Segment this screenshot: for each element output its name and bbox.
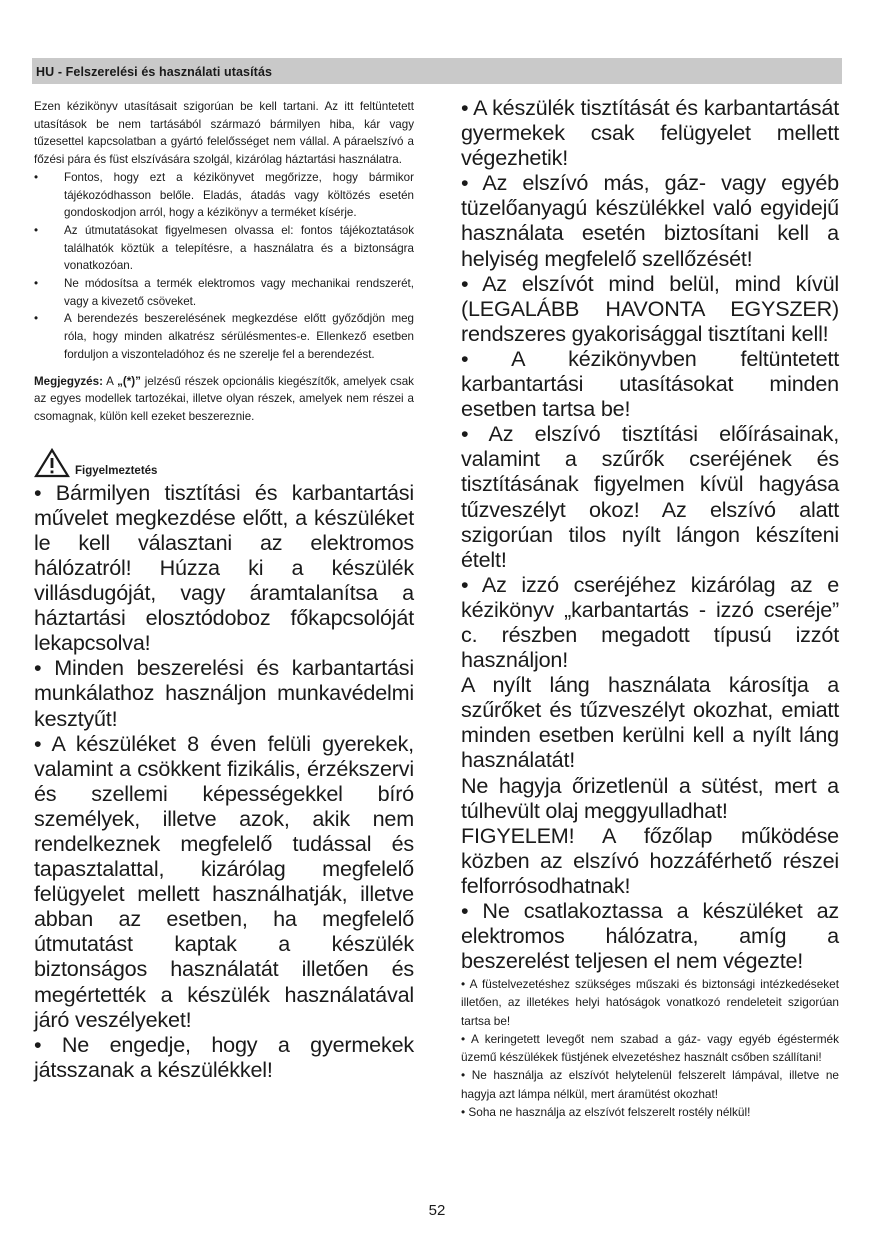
list-item-text: Ne módosítsa a termék elektromos vagy mechanikai rendszerét, vagy a kivezető csöveket. bbox=[64, 277, 414, 308]
list-item bbox=[34, 169, 414, 222]
page-number: 52 bbox=[428, 1202, 446, 1219]
bullet-dot: • bbox=[34, 223, 39, 237]
warning-paragraph: FIGYELEM! A főzőlap működése közben az elszívó hozzáférhető részei felforrósodhatnak! bbox=[461, 822, 839, 898]
right-small-text-block bbox=[461, 975, 839, 1121]
warning-paragraph: • Az elszívót mind belül, mind kívül (LEGALÁBB HAVONTA EGYSZER) rendszeres gyakorisággal tisztítani kell! bbox=[461, 270, 839, 346]
section-header-bar bbox=[32, 58, 842, 84]
warning-paragraph: A nyílt láng használata károsítja a szűrőket és tűzveszélyt okozhat, emiatt minden esetben kerülni kell a nyílt láng használatát! bbox=[461, 672, 839, 773]
warning-paragraph: • Az elszívó más, gáz- vagy egyéb tüzelőanyagú készülékkel való egyidejű használata esetén biztosítani kell a helyiség megfelelő szellőzését! bbox=[461, 170, 839, 271]
warning-triangle-icon bbox=[34, 448, 70, 478]
warning-paragraph: Ne hagyja őrizetlenül a sütést, mert a túlhevült olaj meggyulladhat! bbox=[461, 772, 839, 823]
intro-text: Ezen kézikönyv utasításait szigorúan be kell tartani. Az itt feltüntetett utasítások be nem tartásából származó bármilyen hiba, kár vagy tűzesettel kapcsolatban a gyártó felelősséget nem vállal. A páraelszívó a főzési pára és füst elszívására szolgál, kizárólag háztartási használatra. bbox=[34, 100, 414, 167]
section-title: HU - Felszerelési és használati utasítás bbox=[36, 65, 273, 79]
warning-text-block bbox=[34, 480, 414, 1082]
note-prefix: A bbox=[106, 374, 114, 388]
note-label: Megjegyzés: bbox=[34, 374, 103, 388]
small-paragraph: • A füstelvezetéshez szükséges műszaki és biztonsági intézkedéseket illetően, az illetékes helyi hatóságok vonatkozó rendeleteit szigorúan tartsa be! bbox=[461, 977, 839, 1028]
list-item-text: Fontos, hogy ezt a kézikönyvet megőrizze, hogy bármikor tájékozódhasson belőle. Eladás, átadás vagy költözés esetén gondoskodjon arról, hogy a kézikönyv a terméket kísérje. bbox=[64, 170, 414, 220]
right-column bbox=[461, 95, 839, 1121]
small-paragraph: • A keringetett levegőt nem szabad a gáz- vagy egyéb égéstermék üzemű készülékek füstjének elvezetéshez használt csőben szállítani! bbox=[461, 1031, 839, 1065]
warning-paragraph: • Minden beszerelési és karbantartási munkálathoz használjon munkavédelmi kesztyűt! bbox=[34, 655, 414, 731]
warning-paragraph: • Az elszívó tisztítási előírásainak, valamint a szűrők cseréjének és tisztításának figyelmen kívül hagyása tűzveszélyt okoz! Az elszívó alatt szigorúan tilos nyílt lángon készíteni ételt! bbox=[461, 421, 839, 572]
warning-paragraph: • Ne engedje, hogy a gyermekek játsszanak a készülékkel! bbox=[34, 1031, 414, 1082]
warning-paragraph: • A kézikönyvben feltüntetett karbantartási utasításokat minden esetben tartsa be! bbox=[461, 345, 839, 422]
note-marker: „(*)” bbox=[117, 374, 141, 388]
small-paragraph: • Ne használja az elszívót helytelenül felszerelt lámpával, illetve ne hagyja azt lámpa nélkül, mert áramütést okozhat! bbox=[461, 1068, 839, 1101]
warning-paragraph: • Ne csatlakoztassa a készüléket az elektromos hálózatra, amíg a beszerelést teljesen el nem végezte! bbox=[461, 898, 839, 974]
bullet-dot: • bbox=[34, 312, 39, 326]
list-item bbox=[34, 275, 414, 310]
bullet-dot: • bbox=[34, 170, 39, 184]
warning-paragraph: • Az izzó cseréjéhez kizárólag az e kézikönyv „karbantartás - izzó cseréje” c. részben megadott típusú izzót használjon! bbox=[461, 571, 839, 673]
intro-paragraph bbox=[34, 98, 414, 169]
list-item-text: A berendezés beszerelésének megkezdése előtt győződjön meg róla, hogy minden alkatrész sérülésmentes-e. Ellenkező esetben forduljon a viszonteladóhoz és ne szerelje fel a berendezést. bbox=[64, 312, 414, 361]
small-paragraph: • Soha ne használja az elszívót felszerelt rostély nélkül! bbox=[461, 1104, 751, 1119]
list-item-text: Az útmutatásokat figyelmesen olvassa el: fontos tájékoztatások találhatók köztük a telepítésre, a használatra és a biztonságra vonatkozóan. bbox=[64, 223, 414, 273]
intro-bullet-list bbox=[34, 169, 414, 364]
warning-heading bbox=[34, 448, 414, 478]
list-item bbox=[34, 310, 414, 363]
warning-paragraph: • Bármilyen tisztítási és karbantartási művelet megkezdése előtt, a készüléket le kell választani az elektromos hálózatról! Húzza ki a készülék villásdugóját, vagy áramtalanítsa a háztartási elosztódoboz főkapcsolóját lekapcsolva! bbox=[34, 479, 414, 656]
warning-paragraph: • A készüléket 8 éven felüli gyerekek, valamint a csökkent fizikális, érzékszervi és szellemi képességekkel bíró személyek, illetve azok, akik nem rendelkeznek megfelelő tudással és tapasztalattal, kizárólag megfelelő felügyelet mellett használhatják, illetve abban az esetben, ha megfelelő útmutatást kaptak a készülék biztonságos használatát illetően és megértették a készülék használatával járó veszélyeket! bbox=[34, 730, 414, 1032]
note-text: jelzésű részek opcionális kiegészítők, amelyek csak az egyes modellek tartozékai, illetve olyan részek, amelyek nem részei a csomagnak, külön kell ezeket beszereznie. bbox=[34, 374, 414, 423]
right-warning-text-block bbox=[461, 95, 839, 973]
warning-paragraph: • A készülék tisztítását és karbantartását gyermekek csak felügyelet mellett végezhetik! bbox=[461, 95, 839, 171]
warning-label: Figyelmeztetés bbox=[75, 464, 158, 477]
note-paragraph bbox=[34, 373, 414, 426]
bullet-dot: • bbox=[34, 277, 39, 291]
list-item bbox=[34, 222, 414, 275]
left-column bbox=[34, 98, 414, 1082]
